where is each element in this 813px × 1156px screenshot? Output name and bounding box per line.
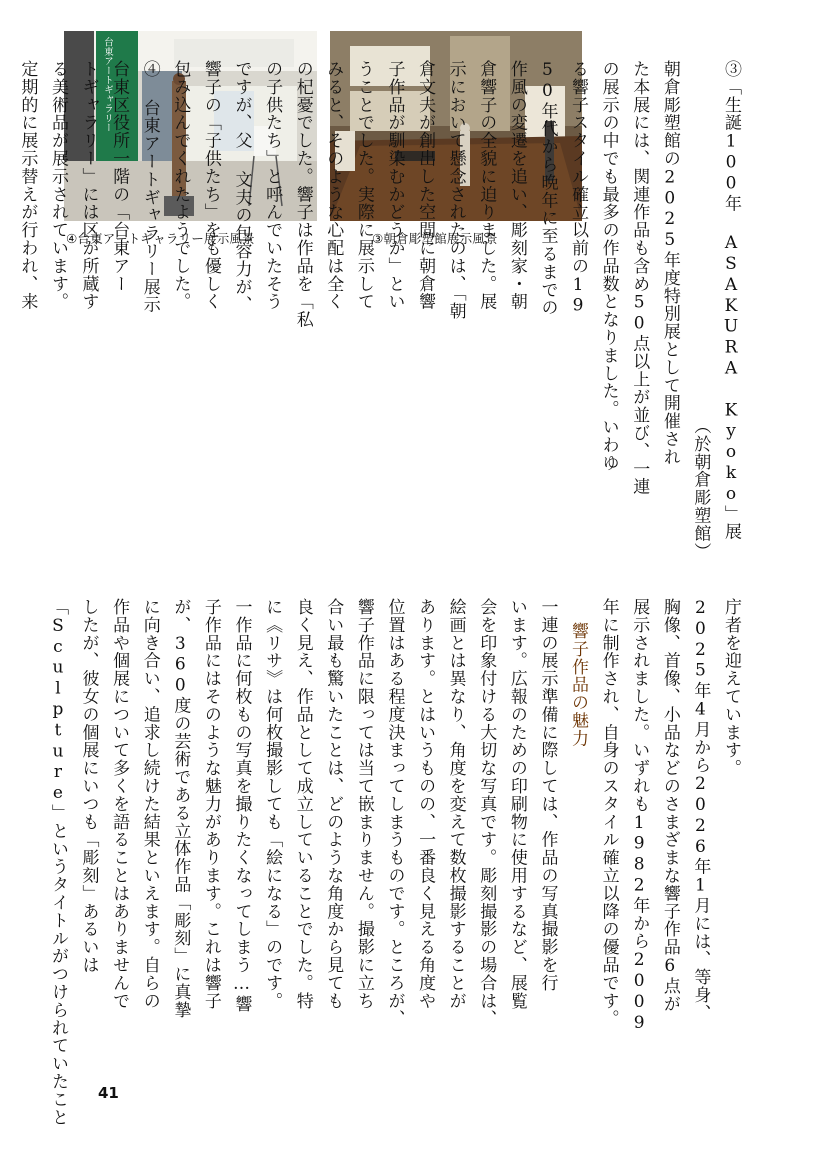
text-line: 包み込んでくれたようでした。 — [170, 60, 191, 311]
caption-taito-art-gallery: ④台東アートギャラリー展示風景 — [66, 231, 255, 246]
text-line: に向き合い、追求し続けた結果といえます。自らの — [139, 598, 160, 1010]
text-line: 良く見え、作品として成立していることでした。特 — [292, 598, 313, 1010]
text-line: トギャラリー」には区が所蔵す — [78, 60, 99, 311]
text-line: 2025年4月から2026年1月には、等身、 — [690, 598, 711, 1022]
text-line: 会を印象付ける大切な写真です。彫刻撮影の場合は、 — [476, 598, 497, 1028]
section-heading: 響子作品の魅力 — [568, 622, 589, 748]
upper-text-block — [6, 60, 746, 560]
text-line: 「Sculpture」というタイトルがつけられていたこと — [47, 598, 68, 1127]
text-line: 絵画とは異なり、角度を変えて数枚撮影することが — [445, 598, 466, 1010]
text-line: うことでした。実際に展示して — [353, 60, 374, 311]
text-line: 一作品に何枚もの写真を撮りたくなってしまう…響 — [231, 598, 252, 1013]
text-line: 50年代から晩年に至るまでの — [537, 60, 558, 317]
text-line: （於朝倉彫塑館） — [690, 416, 711, 560]
text-line: 作風の変遷を追い、彫刻家・朝 — [506, 60, 527, 311]
text-line: 庁者を迎えています。 — [721, 598, 741, 777]
text-line: の子供たち」と呼んでいたそう — [262, 60, 283, 311]
text-line: 年に制作され、自身のスタイル確立以降の優品です。 — [598, 598, 619, 1028]
text-line: ですが、父 文夫の包容力が、 — [231, 60, 252, 314]
text-line: 子作品にはそのような魅力があります。これは響子 — [200, 598, 221, 1010]
text-line: みると、そのような心配は全く — [323, 60, 344, 311]
text-line: 胸像、首像、小品などのさまざまな響子作品6点が — [659, 598, 680, 1013]
text-line: が、360度の芸術である立体作品「彫刻」に真摯 — [170, 598, 191, 1019]
text-line: ③「生誕100年 ASAKURA Kyoko」展 — [721, 60, 741, 541]
text-line: に《リサ》は何枚撮影しても「絵になる」のです。 — [262, 598, 283, 1010]
text-line: 響子作品に限っては当て嵌まりません。撮影に立ち — [353, 598, 374, 1010]
text-line: ④ 台東アートギャラリー展示 — [139, 60, 160, 314]
text-line: 示において懸念されたのは、「朝 — [445, 60, 466, 320]
text-line: 一連の展示準備に際しては、作品の写真撮影を行 — [537, 598, 558, 992]
text-line: 展示されました。いずれも1982年から2009 — [629, 598, 650, 1034]
text-line: の杞憂でした。響子は作品を「私 — [292, 60, 313, 329]
text-line: 台東区役所一階の「台東アー — [109, 60, 130, 293]
text-line: 倉文夫が創出した空間に朝倉響 — [415, 60, 436, 311]
text-line: 倉響子の全貌に迫りました。展 — [476, 60, 497, 311]
text-line: た本展には、関連作品も含め50点以上が並び、一連 — [629, 60, 650, 496]
text-line: の展示の中でも最多の作品数となりました。いわゆ — [598, 60, 619, 472]
page-number: 41 — [98, 1084, 119, 1102]
gallery-sign: 台東アートギャラリー — [102, 37, 113, 132]
text-line: 定期的に展示替えが行われ、来 — [17, 60, 38, 311]
text-line: 合い最も驚いたことは、どのような角度から見ても — [323, 598, 344, 1010]
text-line: 子作品が馴染むかどうか」とい — [384, 60, 405, 311]
text-line: 位置はある程度決まってしまうものです。ところが、 — [384, 598, 405, 1028]
caption-asakura-museum: ③朝倉彫塑館展示風景 — [372, 231, 498, 246]
text-line: 響子の「子供たち」をも優しく — [200, 60, 221, 311]
text-line: 朝倉彫塑館の2025年度特別展として開催され — [659, 60, 680, 466]
text-line: あります。とはいうものの、一番良く見える角度や — [415, 598, 436, 1010]
text-line: います。広報のための印刷物に使用するなど、展覧 — [506, 598, 527, 1010]
text-line: 作品や個展について多くを語ることはありませんで — [109, 598, 130, 1010]
text-line: る美術品が展示されています。 — [47, 60, 68, 311]
text-line: したが、彼女の個展にいつも「彫刻」あるいは — [78, 598, 99, 974]
text-line: る響子スタイル確立以前の19 — [568, 60, 589, 317]
